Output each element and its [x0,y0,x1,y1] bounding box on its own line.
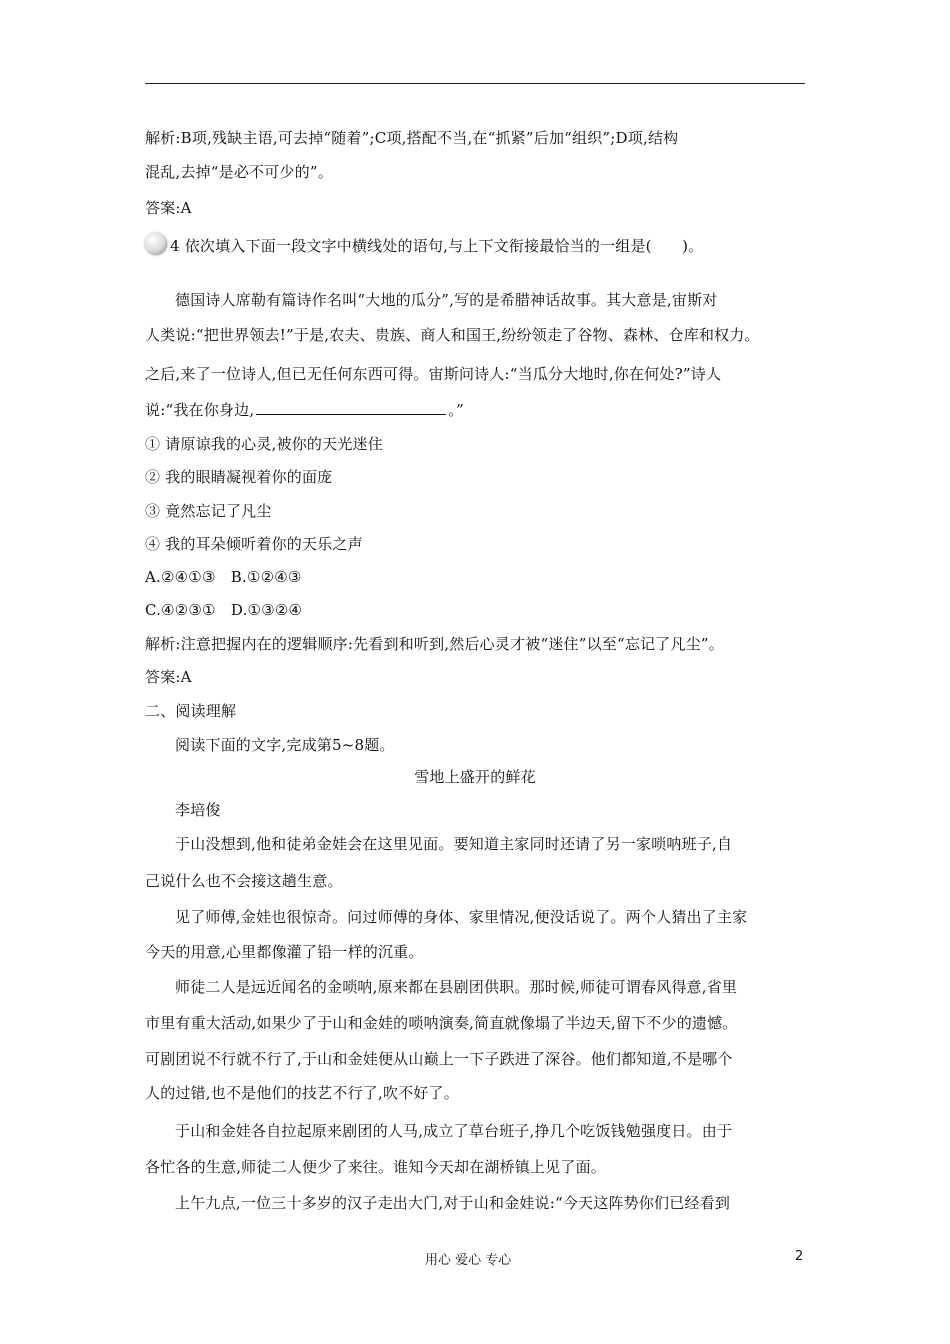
q4-item: ② 我的眼睛凝视着你的面庞 [145,468,333,486]
q3-answer: 答案:A [145,199,192,217]
q4-answer: 答案:A [145,668,192,686]
article-line: 人的过错,也不是他们的技艺不行了,吹不好了。 [145,1084,459,1102]
footer-slogan: 用心 爱心 专心 [425,1253,512,1268]
fill-in-blank [256,400,446,415]
q4-options-line2: C.④②③① D.①③②④ [145,601,303,619]
q4-passage-line2: 人类说:“把世界领去!”于是,农夫、贵族、商人和国王,纷纷领走了谷物、森林、仓库和权力。 [145,326,760,344]
question-bullet-icon [144,232,166,254]
article-author: 李培俊 [175,801,221,819]
article-line: 于山没想到,他和徒弟金娃会在这里见面。要知道主家同时还请了另一家唢呐班子,自 [175,835,733,853]
header-rule [145,83,805,84]
article-title: 雪地上盛开的鲜花 [414,768,536,786]
q4-item: ④ 我的耳朵倾听着你的天乐之声 [145,535,363,553]
q4-stem: 4 依次填入下面一段文字中横线处的语句,与上下文衔接最恰当的一组是( )。 [170,237,704,255]
q4-passage-line3: 之后,来了一位诗人,但已无任何东西可得。宙斯问诗人:“当瓜分大地时,你在何处?”诗人 [145,365,722,383]
article-line: 今天的用意,心里都像灌了铅一样的沉重。 [145,943,424,961]
article-line: 可剧团说不行就不行了,于山和金娃便从山巅上一下子跌进了深谷。他们都知道,不是哪个 [145,1050,733,1068]
section-heading: 二、阅读理解 [145,702,237,720]
q3-analysis-line2: 混乱,去掉“是必不可少的”。 [145,163,333,181]
article-line: 各忙各的生意,师徒二人便少了来往。谁知今天却在湖桥镇上见了面。 [145,1158,606,1176]
q4-item: ① 请原谅我的心灵,被你的天光迷住 [145,435,383,453]
q4-passage-line4-end: 。” [448,401,464,419]
q4-item: ③ 竟然忘记了凡尘 [145,502,272,520]
article-line: 师徒二人是远近闻名的金唢呐,原来都在县剧团供职。那时候,师徒可谓春风得意,省里 [175,978,738,996]
q3-analysis-line1: 解析:B项,残缺主语,可去掉“随着”;C项,搭配不当,在“抓紧”后加“组织”;D项,结构 [145,129,679,147]
article-line: 于山和金娃各自拉起原来剧团的人马,成立了草台班子,挣几个吃饭钱勉强度日。由于 [175,1122,733,1140]
article-line: 上午九点,一位三十多岁的汉子走出大门,对于山和金娃说:“今天这阵势你们已经看到 [175,1194,731,1212]
article-line: 市里有重大活动,如果少了于山和金娃的唢呐演奏,简直就像塌了半边天,留下不少的遗憾。 [145,1014,738,1032]
q4-passage-line1: 德国诗人席勒有篇诗作名叫“大地的瓜分”,写的是希腊神话故事。其大意是,宙斯对 [175,291,718,309]
page-number: 2 [795,1249,804,1264]
q4-passage-line4-start: 说:“我在你身边, [145,401,255,419]
article-line: 见了师傅,金娃也很惊奇。问过师傅的身体、家里情况,便没话说了。两个人猜出了主家 [175,908,748,926]
reading-instruction: 阅读下面的文字,完成第5~8题。 [175,736,395,754]
article-line: 己说什么也不会接这趟生意。 [145,872,343,890]
q4-analysis: 解析:注意把握内在的逻辑顺序:先看到和听到,然后心灵才被“迷住”以至“忘记了凡尘”。 [145,635,724,653]
q4-passage-line4 [145,400,464,420]
q4-options-line1: A.②④①③ B.①②④③ [145,568,302,586]
